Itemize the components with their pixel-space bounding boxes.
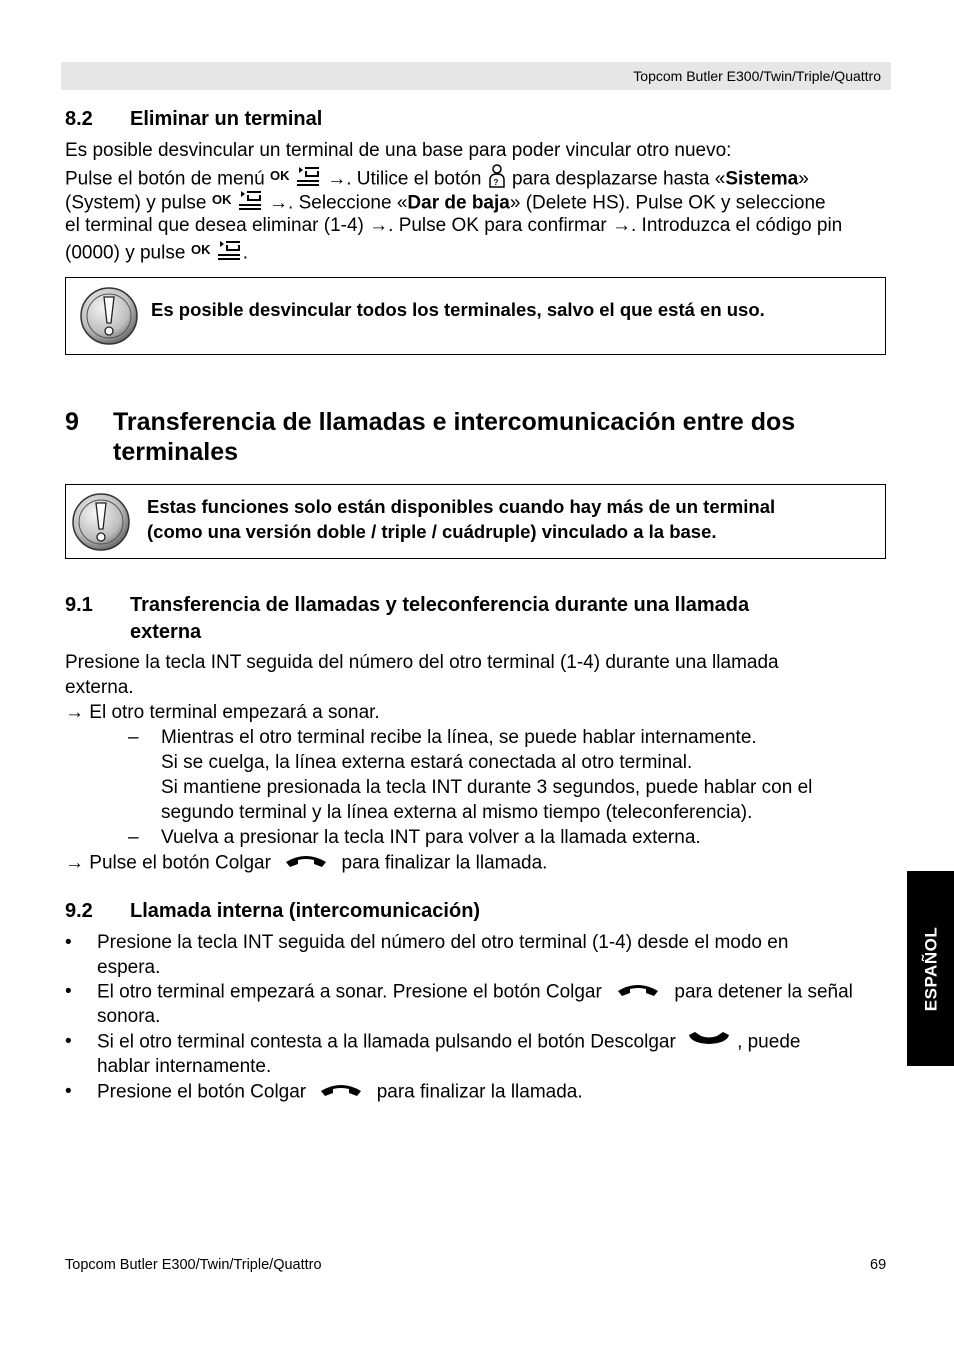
exclamation-icon xyxy=(71,492,131,559)
text: para finalizar la llamada. xyxy=(376,1081,583,1103)
bullet-marker: • xyxy=(65,1031,72,1052)
note-text-line1: Estas funciones solo están disponibles cuando hay más de un terminal xyxy=(147,496,776,517)
list-item-text: Si se cuelga, la línea externa estará conectada al otro terminal. xyxy=(161,752,693,773)
text: para detener la señal xyxy=(674,981,853,1003)
paragraph xyxy=(65,238,895,269)
svg-text:OK: OK xyxy=(190,242,211,257)
dash-marker: – xyxy=(128,827,139,848)
paragraph xyxy=(65,850,895,877)
list-item-text: espera. xyxy=(97,957,161,978)
list-item-text: sonora. xyxy=(97,1006,161,1027)
bold-text: Sistema xyxy=(725,168,799,190)
hang-up-icon xyxy=(319,1079,363,1106)
list-item-text xyxy=(97,1029,887,1056)
text: » xyxy=(798,168,809,190)
list-item-text: Presione la tecla INT seguida del número del otro terminal (1-4) desde el modo en xyxy=(97,932,789,953)
page-number: 69 xyxy=(870,1257,887,1273)
hang-up-icon xyxy=(284,850,328,877)
list-item-text: Si mantiene presionada la tecla INT durante 3 segundos, puede hablar con el xyxy=(161,777,813,798)
section-number: 9.1 xyxy=(65,594,93,616)
text: Si el otro terminal contesta a la llamada pulsando el botón Descolgar xyxy=(97,1031,676,1053)
section-number: 8.2 xyxy=(65,108,93,130)
paragraph: Presione la tecla INT seguida del número del otro terminal (1-4) durante una llamada xyxy=(65,652,779,673)
svg-text:?: ? xyxy=(493,178,499,187)
footer-title: Topcom Butler E300/Twin/Triple/Quattro xyxy=(65,1257,322,1273)
section-9-1-heading xyxy=(65,592,885,646)
section-number: 9.2 xyxy=(65,900,93,922)
text: → Pulse el botón Colgar xyxy=(65,852,271,874)
svg-text:OK: OK xyxy=(211,192,232,207)
list-item-text: segundo terminal y la línea externa al mismo tiempo (teleconferencia). xyxy=(161,802,753,823)
list-item-text: Mientras el otro terminal recibe la línea, se puede hablar internamente. xyxy=(161,727,757,748)
bold-text: Dar de baja xyxy=(407,192,510,214)
text: , puede xyxy=(737,1031,801,1053)
ok-label: OK xyxy=(269,168,290,183)
dash-marker: – xyxy=(128,727,139,748)
bullet-marker: • xyxy=(65,1081,72,1102)
text: . xyxy=(242,242,248,264)
chapter-title-line2: terminales xyxy=(113,438,239,466)
language-tab-label: ESPAÑOL xyxy=(921,926,940,1011)
hang-up-icon xyxy=(616,979,660,1006)
text: para desplazarse hasta « xyxy=(511,168,726,190)
text: » (Delete HS). Pulse OK y seleccione xyxy=(509,192,826,214)
section-title: Llamada interna (intercomunicación) xyxy=(130,900,481,922)
text: (0000) y pulse xyxy=(65,242,186,264)
paragraph: externa. xyxy=(65,677,134,698)
section-title-line1: Transferencia de llamadas y teleconferencia durante una llamada xyxy=(130,594,750,616)
list-item-text: Vuelva a presionar la tecla INT para volver a la llamada externa. xyxy=(161,827,701,848)
page-header xyxy=(61,62,891,90)
text: Presione el botón Colgar xyxy=(97,1081,307,1103)
paragraph: el terminal que desea eliminar (1-4) →. Pulse OK para confirmar →. Introduzca el código pin xyxy=(65,215,843,236)
text: (System) y pulse xyxy=(65,192,207,214)
ok-menu-icon xyxy=(191,238,243,269)
bullet-marker: • xyxy=(65,981,72,1002)
list-item-text xyxy=(97,979,887,1006)
paragraph: Es posible desvincular un terminal de una base para poder vincular otro nuevo: xyxy=(65,140,732,161)
pick-up-icon xyxy=(687,1029,731,1056)
bullet-marker: • xyxy=(65,932,72,953)
text: para finalizar la llamada. xyxy=(341,852,548,874)
note-box xyxy=(65,277,886,355)
text: Pulse el botón de menú xyxy=(65,168,265,190)
text: El otro terminal empezará a sonar. Presione el botón Colgar xyxy=(97,981,602,1003)
text: →. Seleccione « xyxy=(269,192,408,214)
section-title-line2: externa xyxy=(130,621,202,643)
exclamation-icon xyxy=(79,286,139,353)
chapter-title-line1: Transferencia de llamadas e intercomunicación entre dos xyxy=(113,408,796,436)
chapter-number: 9 xyxy=(65,408,79,436)
language-tab xyxy=(907,871,954,1066)
list-item-text xyxy=(97,1079,887,1106)
paragraph: → El otro terminal empezará a sonar. xyxy=(65,702,380,723)
note-text: Es posible desvincular todos los terminales, salvo el que está en uso. xyxy=(151,299,765,320)
note-text-line2: (como una versión doble / triple / cuádruple) vinculado a la base. xyxy=(147,521,717,542)
header-title: Topcom Butler E300/Twin/Triple/Quattro xyxy=(633,68,881,84)
chapter-9-heading xyxy=(65,408,885,468)
section-title: Eliminar un terminal xyxy=(130,108,323,130)
text: →. Utilice el botón xyxy=(327,168,482,190)
list-item-text: hablar internamente. xyxy=(97,1056,272,1077)
note-box xyxy=(65,484,886,559)
